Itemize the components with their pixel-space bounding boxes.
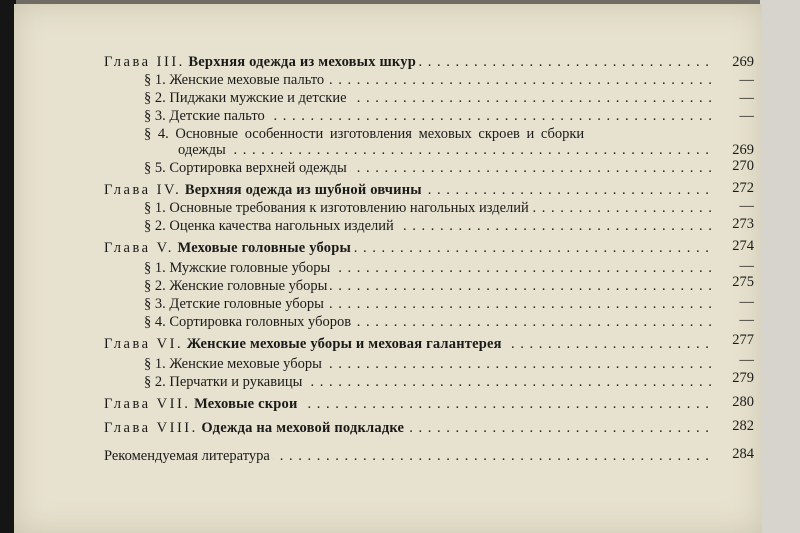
page-number: 274 bbox=[732, 238, 754, 254]
background-right bbox=[760, 0, 800, 533]
toc-literature: Рекомендуемая литература . . . bbox=[104, 446, 714, 466]
page-number: 280 bbox=[732, 394, 754, 410]
page-number: — bbox=[739, 90, 754, 106]
page-number: — bbox=[739, 294, 754, 310]
page-number: — bbox=[739, 258, 754, 274]
page-number: — bbox=[739, 108, 754, 124]
toc-chapter-8: Глава VIII. Одежда на меховой подкладке . . . bbox=[104, 418, 714, 438]
page-number: 284 bbox=[732, 446, 754, 462]
page-number: 277 bbox=[732, 332, 754, 348]
toc-chapter-5: Глава V. Меховые головные уборы . . . bbox=[104, 238, 714, 258]
chapter-prefix: Глава III. bbox=[104, 54, 185, 70]
toc-section: § 4. Сортировка головных уборов . . . bbox=[144, 312, 714, 332]
toc-section: § 2. Женские головные уборы . . . bbox=[144, 276, 714, 296]
toc-section: § 2. Пиджаки мужские и детские . . . bbox=[144, 88, 714, 108]
toc-section: § 3. Детские головные уборы . . . bbox=[144, 294, 714, 314]
page-number: 279 bbox=[732, 370, 754, 386]
page-number: 270 bbox=[732, 158, 754, 174]
toc-chapter-3 bbox=[104, 52, 714, 72]
toc-section: § 2. Перчатки и рукавицы . . . bbox=[144, 372, 714, 392]
chapter-title: Верхняя одежда из меховых шкур bbox=[188, 54, 416, 70]
toc-section: § 1. Женские меховые пальто . . . bbox=[144, 70, 714, 90]
page-number: — bbox=[739, 352, 754, 368]
toc-chapter-6: Глава VI. Женские меховые уборы и меховая галантерея . . . bbox=[104, 334, 714, 354]
page-number: 275 bbox=[732, 274, 754, 290]
toc-section: § 1. Мужские головные уборы . . . bbox=[144, 258, 714, 278]
page-number: 282 bbox=[732, 418, 754, 434]
toc-section: § 5. Сортировка верхней одежды . . . bbox=[144, 158, 714, 178]
page-number: 272 bbox=[732, 180, 754, 196]
toc-section: § 4. Основные особенности изготовления меховых скроев и сборки bbox=[144, 124, 714, 144]
page-number: 269 bbox=[732, 54, 754, 70]
page-number: — bbox=[739, 312, 754, 328]
page-number: — bbox=[739, 198, 754, 214]
page-number: 269 bbox=[732, 142, 754, 158]
toc-section: § 1. Женские меховые уборы . . . bbox=[144, 354, 714, 374]
book-page bbox=[14, 4, 762, 533]
toc-section: § 2. Оценка качества нагольных изделий . . . bbox=[144, 216, 714, 236]
toc-section: § 3. Детские пальто . . . bbox=[144, 106, 714, 126]
toc-chapter-7: Глава VII. Меховые скрои . . . bbox=[104, 394, 714, 414]
page-number: — bbox=[739, 72, 754, 88]
toc-section: § 1. Основные требования к изготовлению нагольных изделий . . . bbox=[144, 198, 714, 218]
toc-chapter-4: Глава IV. Верхняя одежда из шубной овчины . . . bbox=[104, 180, 714, 200]
page-number: 273 bbox=[732, 216, 754, 232]
toc-section-continuation: одежды . . . bbox=[178, 140, 714, 160]
